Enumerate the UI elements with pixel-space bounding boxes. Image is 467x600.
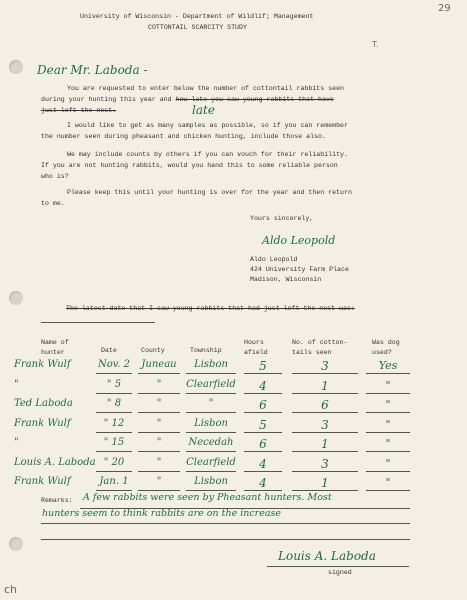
table-row-rule (292, 412, 358, 413)
table-row-rule (138, 393, 180, 394)
table-cell-date: " 20 (103, 456, 125, 468)
remarks-rule2 (41, 523, 410, 524)
table-cell-date: " 12 (103, 417, 125, 429)
table-row-rule (96, 490, 132, 491)
table-cell-hunter: " (14, 437, 19, 448)
table-row-rule (244, 490, 282, 491)
header-line1: University of Wisconsin - Department of Wildlif; Management (80, 13, 314, 20)
table-cell-township: Lisbon (194, 359, 228, 370)
table-cell-count: 1 (321, 378, 329, 393)
punch-hole-middle (9, 291, 23, 305)
p4-line1: Please keep this until your hunting is over for the year and then return (67, 189, 352, 196)
table-cell-township: Necedah (188, 437, 234, 448)
p4-line2: to me. (41, 200, 65, 207)
table-cell-hours: 4 (259, 476, 267, 490)
table-cell-dog: " (385, 378, 391, 392)
corner-note: ch (4, 583, 18, 596)
table-cell-count: 3 (321, 359, 329, 373)
p1-line1: You are requested to enter below the number of cottontail rabbits seen (67, 85, 344, 92)
table-row-rule (366, 451, 410, 452)
table-row-rule (292, 490, 358, 491)
col-header-count-l2: tails seen (292, 349, 332, 356)
table-row-rule (292, 373, 358, 374)
corner-mark: T. (372, 40, 379, 49)
table-row-rule (186, 373, 236, 374)
table-cell-hours: 4 (259, 378, 267, 393)
table-cell-date: " 5 (106, 378, 122, 390)
table-row-rule (366, 432, 410, 433)
p2-line1: I would like to get as many samples as possible, so if you can remember (67, 122, 348, 129)
closing-signature: Aldo Leopold (262, 234, 336, 247)
table-cell-hunter: Frank Wulf (14, 476, 71, 487)
table-row-rule (244, 471, 282, 472)
table-row-rule (96, 373, 132, 374)
table-row-rule (96, 432, 132, 433)
table-row-rule (366, 490, 410, 491)
table-row-rule (138, 490, 180, 491)
table-cell-township: " (208, 398, 214, 409)
table-cell-hours: 6 (259, 437, 267, 451)
table-cell-count: 1 (321, 437, 329, 451)
table-cell-county: " (156, 398, 162, 409)
table-row-rule (244, 451, 282, 452)
col-header-dog-l1: Was dog (372, 339, 400, 346)
punch-hole-bottom (9, 537, 23, 551)
table-cell-county: " (156, 378, 162, 390)
col-header-dog (372, 338, 400, 358)
closing-name: Aldo Leopold (250, 256, 298, 263)
closing-yours: Yours sincerely, (250, 215, 314, 222)
salutation: Dear Mr. Laboda - (37, 63, 148, 77)
latest-date-blank-line (41, 322, 155, 323)
table-row-rule (186, 412, 236, 413)
col-header-hunter-l1: Name of (41, 339, 69, 346)
col-header-hours-l2: afield (244, 349, 268, 356)
p2-line2: the number seen during pheasant and chicken hunting, include those also. (41, 133, 326, 140)
struck-latest-date-line: The latest date that I saw young rabbits that had just left the nest was: (66, 305, 355, 312)
table-cell-dog: " (385, 456, 391, 470)
table-row-rule (366, 373, 410, 374)
closing-address1: 424 University Farm Place (250, 266, 349, 273)
table-row-rule (366, 412, 410, 413)
table-row-rule (186, 432, 236, 433)
table-cell-township: Lisbon (194, 476, 228, 487)
table-row-rule (138, 471, 180, 472)
table-cell-date: " 15 (103, 437, 125, 448)
remarks-rule3 (41, 539, 410, 540)
table-cell-date: " 8 (106, 398, 122, 409)
table-cell-dog: Yes (378, 359, 398, 372)
table-cell-county: " (156, 456, 162, 468)
remarks-line1: A few rabbits were seen by Pheasant hunters. Most (83, 492, 332, 503)
table-row-rule (186, 471, 236, 472)
col-header-date: Date (101, 347, 117, 354)
table-cell-dog: " (385, 476, 391, 489)
page-number: 29 (438, 3, 451, 14)
col-header-dog-l2: used? (372, 349, 392, 356)
table-cell-date: Jan. 1 (99, 476, 129, 487)
table-row-rule (138, 451, 180, 452)
table-cell-county: " (156, 417, 162, 429)
p1-line2-text: during your hunting this year and (41, 96, 172, 103)
table-row-rule (96, 412, 132, 413)
table-row-rule (186, 393, 236, 394)
table-row-rule (186, 490, 236, 491)
table-cell-township: Clearfield (186, 378, 236, 390)
p1-line2-struck: how late you saw young rabbits that have (175, 96, 334, 103)
col-header-county: County (141, 347, 165, 354)
table-cell-dog: " (385, 437, 391, 450)
table-cell-hours: 5 (259, 417, 267, 432)
p3-line2: If you are not hunting rabbits, would you hand this to some reliable person (41, 162, 338, 169)
punch-hole-top (9, 60, 23, 74)
remarks-label: Remarks: (41, 497, 73, 504)
table-cell-county: Juneau (141, 359, 177, 370)
table-cell-hours: 6 (259, 398, 267, 412)
table-cell-hunter: Frank Wulf (14, 359, 71, 370)
signed-line (267, 566, 409, 567)
col-header-hours (244, 338, 268, 358)
table-row-rule (292, 393, 358, 394)
table-cell-hours: 5 (259, 359, 267, 373)
col-header-count (292, 338, 347, 358)
table-row-rule (138, 432, 180, 433)
table-cell-date: Nov. 2 (98, 359, 130, 370)
table-row-rule (96, 471, 132, 472)
table-cell-hunter: " (14, 378, 19, 390)
table-row-rule (96, 393, 132, 394)
p3-line3: who is? (41, 173, 69, 180)
closing-address2: Madison, Wisconsin (250, 276, 322, 283)
table-row-rule (292, 432, 358, 433)
signed-signature: Louis A. Laboda (278, 549, 376, 563)
table-cell-count: 3 (321, 417, 329, 432)
table-row-rule (96, 451, 132, 452)
table-cell-dog: " (385, 398, 391, 411)
table-cell-dog: " (385, 417, 391, 431)
table-cell-township: Clearfield (186, 456, 236, 468)
table-row-rule (186, 451, 236, 452)
table-cell-hunter: Ted Laboda (14, 398, 73, 409)
table-row-rule (244, 432, 282, 433)
signed-label: signed (328, 569, 352, 576)
col-header-count-l1: No. of cotton- (292, 339, 348, 346)
table-row-rule (292, 451, 358, 452)
col-header-township: Township (190, 347, 222, 354)
table-row-rule (244, 393, 282, 394)
table-row-rule (244, 373, 282, 374)
table-row-rule (366, 471, 410, 472)
table-cell-hours: 4 (259, 456, 267, 471)
col-header-hunter (41, 338, 69, 358)
col-header-hunter-l2: hunter (41, 349, 65, 356)
table-cell-count: 1 (321, 476, 329, 490)
table-row-rule (138, 412, 180, 413)
table-row-rule (244, 412, 282, 413)
table-cell-county: " (156, 437, 162, 448)
table-row-rule (292, 471, 358, 472)
table-row-rule (138, 373, 180, 374)
p1-line2 (41, 97, 334, 104)
table-cell-count: 6 (321, 398, 329, 412)
p1-insert-late: late (192, 103, 215, 117)
table-cell-hunter: Louis A. Laboda (14, 456, 96, 468)
col-header-hours-l1: Hours (244, 339, 264, 346)
table-cell-hunter: Frank Wulf (14, 417, 71, 429)
p1-line3-struck: just left the nest. (41, 107, 117, 114)
table-cell-township: Lisbon (194, 417, 228, 429)
header-line2: COTTONTAIL SCARCITY STUDY (148, 24, 247, 31)
p3-line1: We may include counts by others if you can vouch for their reliability. (67, 151, 348, 158)
table-cell-county: " (156, 476, 162, 487)
table-row-rule (366, 393, 410, 394)
table-cell-count: 3 (321, 456, 329, 471)
remarks-line2: hunters seem to think rabbits are on the increase (42, 508, 282, 519)
